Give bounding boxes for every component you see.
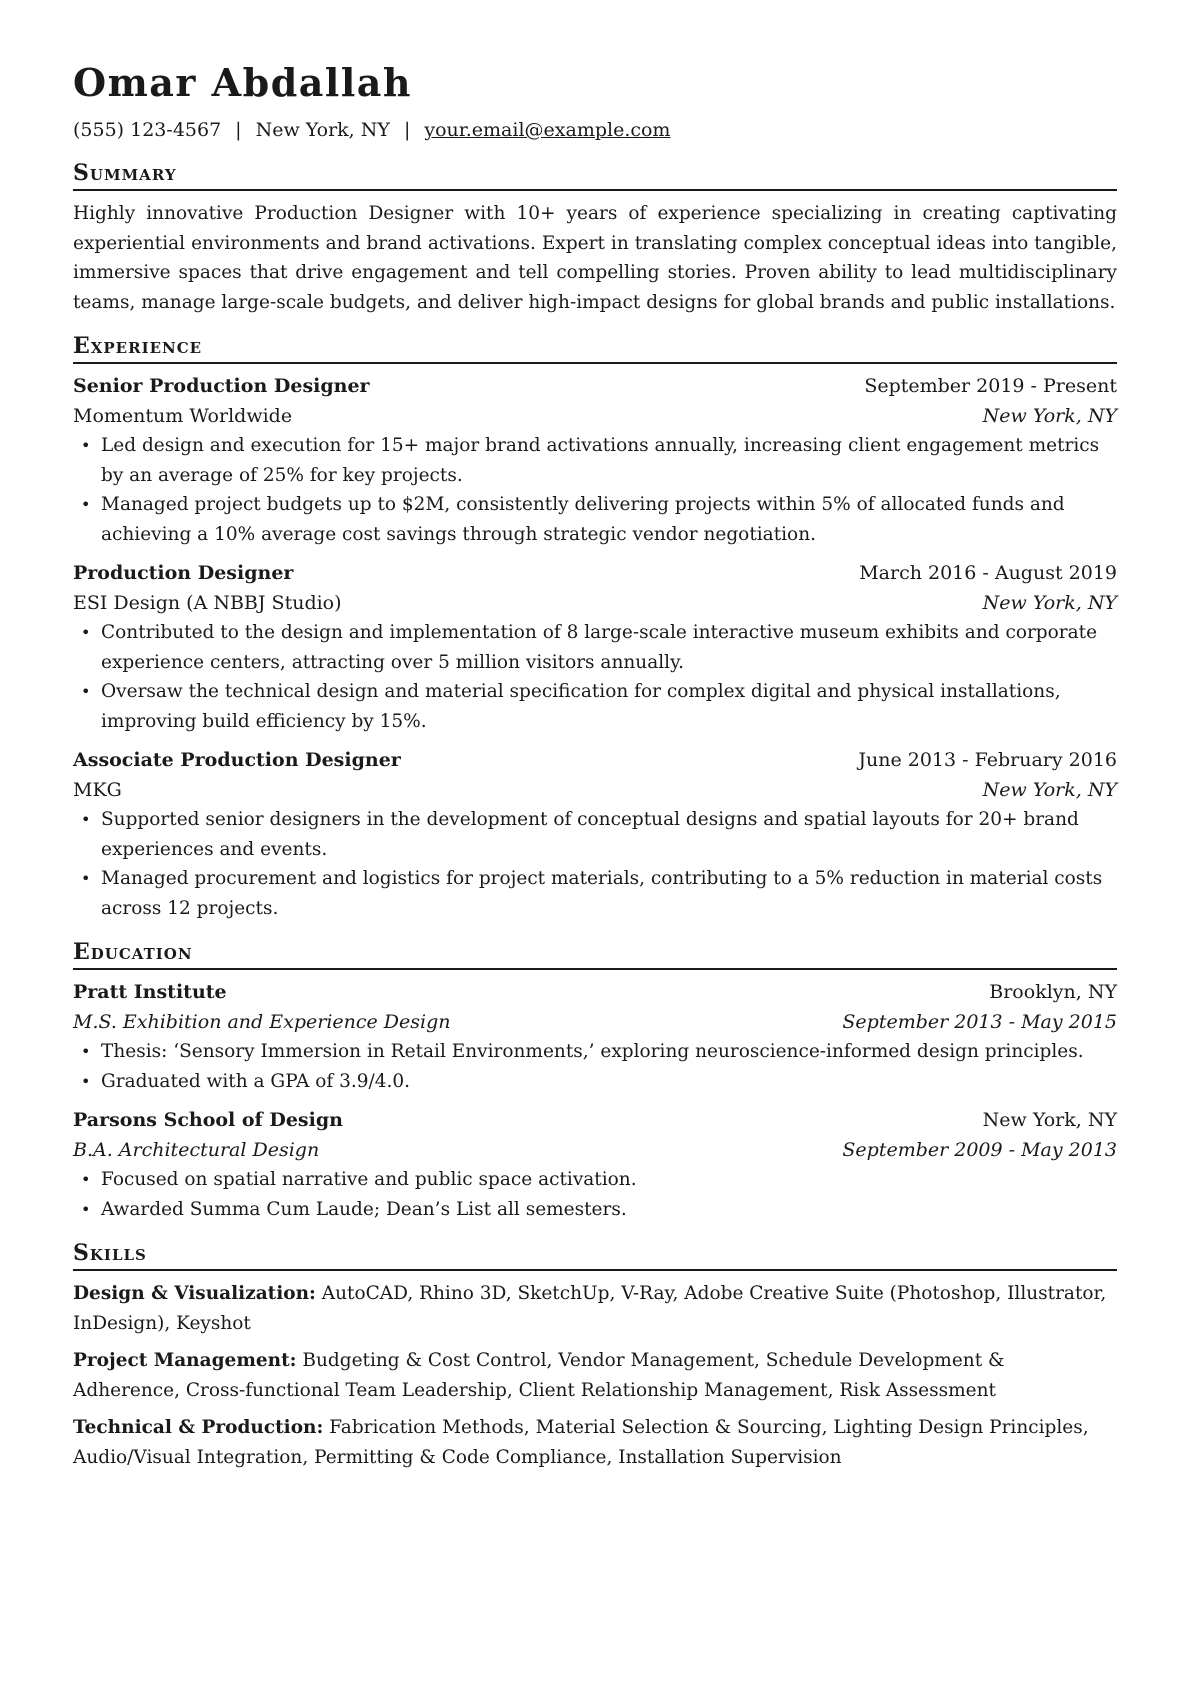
contact-line: [73, 116, 1117, 144]
phone-number: (555) 123-4567: [73, 119, 222, 141]
education-dates: September 2009 - May 2013: [842, 1138, 1117, 1161]
company-name: ESI Design (A NBBJ Studio): [73, 591, 342, 614]
contact-separator: |: [403, 119, 411, 141]
bullet-item: • Thesis: ‘Sensory Immersion in Retail Environments,’ exploring neuroscience-informed design principles.: [81, 1041, 1084, 1062]
bullet-list: [73, 1165, 1117, 1224]
skills-heading: Skills: [73, 1238, 1117, 1271]
bullet-item: • Awarded Summa Cum Laude; Dean’s List all semesters.: [81, 1198, 627, 1220]
education-entry: [73, 1106, 1117, 1224]
school-name: Parsons School of Design: [73, 1109, 343, 1131]
degree-name: B.A. Architectural Design: [73, 1138, 320, 1161]
company-name: Momentum Worldwide: [73, 404, 293, 427]
bullet-item: • Supported senior designers in the development of conceptual designs and spatial layouts for 20+ brand experiences and events.: [81, 809, 1079, 860]
degree-name: M.S. Exhibition and Experience Design: [73, 1010, 451, 1033]
experience-entry: [73, 559, 1117, 736]
experience-heading: Experience: [73, 331, 1117, 364]
skill-text: Budgeting & Cost Control, Vendor Management, Schedule Development & Adherence, Cross-functional Team Leadership, Client Relationship Management, Risk Assessment: [73, 1350, 1005, 1401]
skill-label: Design & Visualization:: [73, 1283, 316, 1304]
skill-row: [73, 1346, 1117, 1405]
skill-row: [73, 1279, 1117, 1338]
job-title: Associate Production Designer: [73, 749, 401, 771]
job-title: Senior Production Designer: [73, 375, 370, 397]
skill-row: [73, 1413, 1117, 1472]
bullet-list: [73, 805, 1117, 923]
contact-separator: |: [235, 119, 242, 141]
skill-text: AutoCAD, Rhino 3D, SketchUp, V-Ray, Adobe Creative Suite (Photoshop, Illustrator, InDesign), Keyshot: [73, 1283, 1107, 1334]
skill-label: Project Management:: [73, 1350, 297, 1371]
job-dates: June 2013 - February 2016: [858, 749, 1117, 771]
bullet-item: • Managed procurement and logistics for project materials, contributing to a 5% reduction in material costs across 12 projects.: [81, 868, 1103, 919]
job-location: New York, NY: [982, 591, 1117, 614]
job-dates: March 2016 - August 2019: [859, 562, 1117, 584]
candidate-name: Omar Abdallah: [73, 60, 413, 105]
bullet-item: • Graduated with a GPA of 3.9/4.0.: [81, 1070, 411, 1092]
job-location: New York, NY: [982, 778, 1117, 801]
bullet-list: [73, 431, 1117, 549]
school-location: New York, NY: [982, 1109, 1117, 1131]
education-entry: [73, 978, 1117, 1096]
resume-page: [73, 58, 1117, 1480]
bullet-item: • Contributed to the design and implementation of 8 large-scale interactive museum exhibits and corporate experience centers, attracting over 5 million visitors annually.: [81, 622, 1098, 673]
bullet-item: • Focused on spatial narrative and public space activation.: [81, 1169, 637, 1190]
school-name: Pratt Institute: [73, 981, 227, 1003]
bullet-list: [73, 618, 1117, 736]
bullet-item: • Managed project budgets up to $2M, consistently delivering projects within 5% of allocated funds and achieving a 10% average cost savings through strategic vendor negotiation.: [81, 494, 1065, 545]
job-location: New York, NY: [982, 404, 1117, 427]
school-location: Brooklyn, NY: [989, 981, 1117, 1003]
email-link[interactable]: your.email@example.com: [424, 119, 671, 141]
bullet-item: • Led design and execution for 15+ major brand activations annually, increasing client engagement metrics by an average of 25% for key projects.: [81, 435, 1100, 486]
education-dates: September 2013 - May 2015: [842, 1010, 1117, 1033]
company-name: MKG: [73, 778, 122, 801]
skill-text: Fabrication Methods, Material Selection & Sourcing, Lighting Design Principles, Audio/Visual Integration, Permitting & Code Compliance, Installation Supervision: [73, 1417, 1089, 1468]
education-heading: Education: [73, 937, 1117, 970]
summary-heading: Summary: [73, 158, 1117, 191]
bullet-item: • Oversaw the technical design and material specification for complex digital and physical installations, improving build efficiency by 15%.: [81, 681, 1061, 732]
job-title: Production Designer: [73, 562, 294, 584]
skill-label: Technical & Production:: [73, 1417, 324, 1438]
experience-entry: [73, 372, 1117, 549]
experience-entry: [73, 746, 1117, 923]
location: New York, NY: [255, 119, 390, 141]
summary-text: Highly innovative Production Designer with 10+ years of experience specializing in creating captivating experiential environments and brand activations. Expert in translating complex conceptual ideas into tangible, immersive spaces that drive engagement and tell compelling stories. Proven ability to lead multidisciplinary teams, manage large-scale budgets, and deliver high-impact designs for global brands and public installations.: [73, 203, 1117, 313]
job-dates: September 2019 - Present: [864, 375, 1117, 397]
bullet-list: [73, 1037, 1117, 1096]
